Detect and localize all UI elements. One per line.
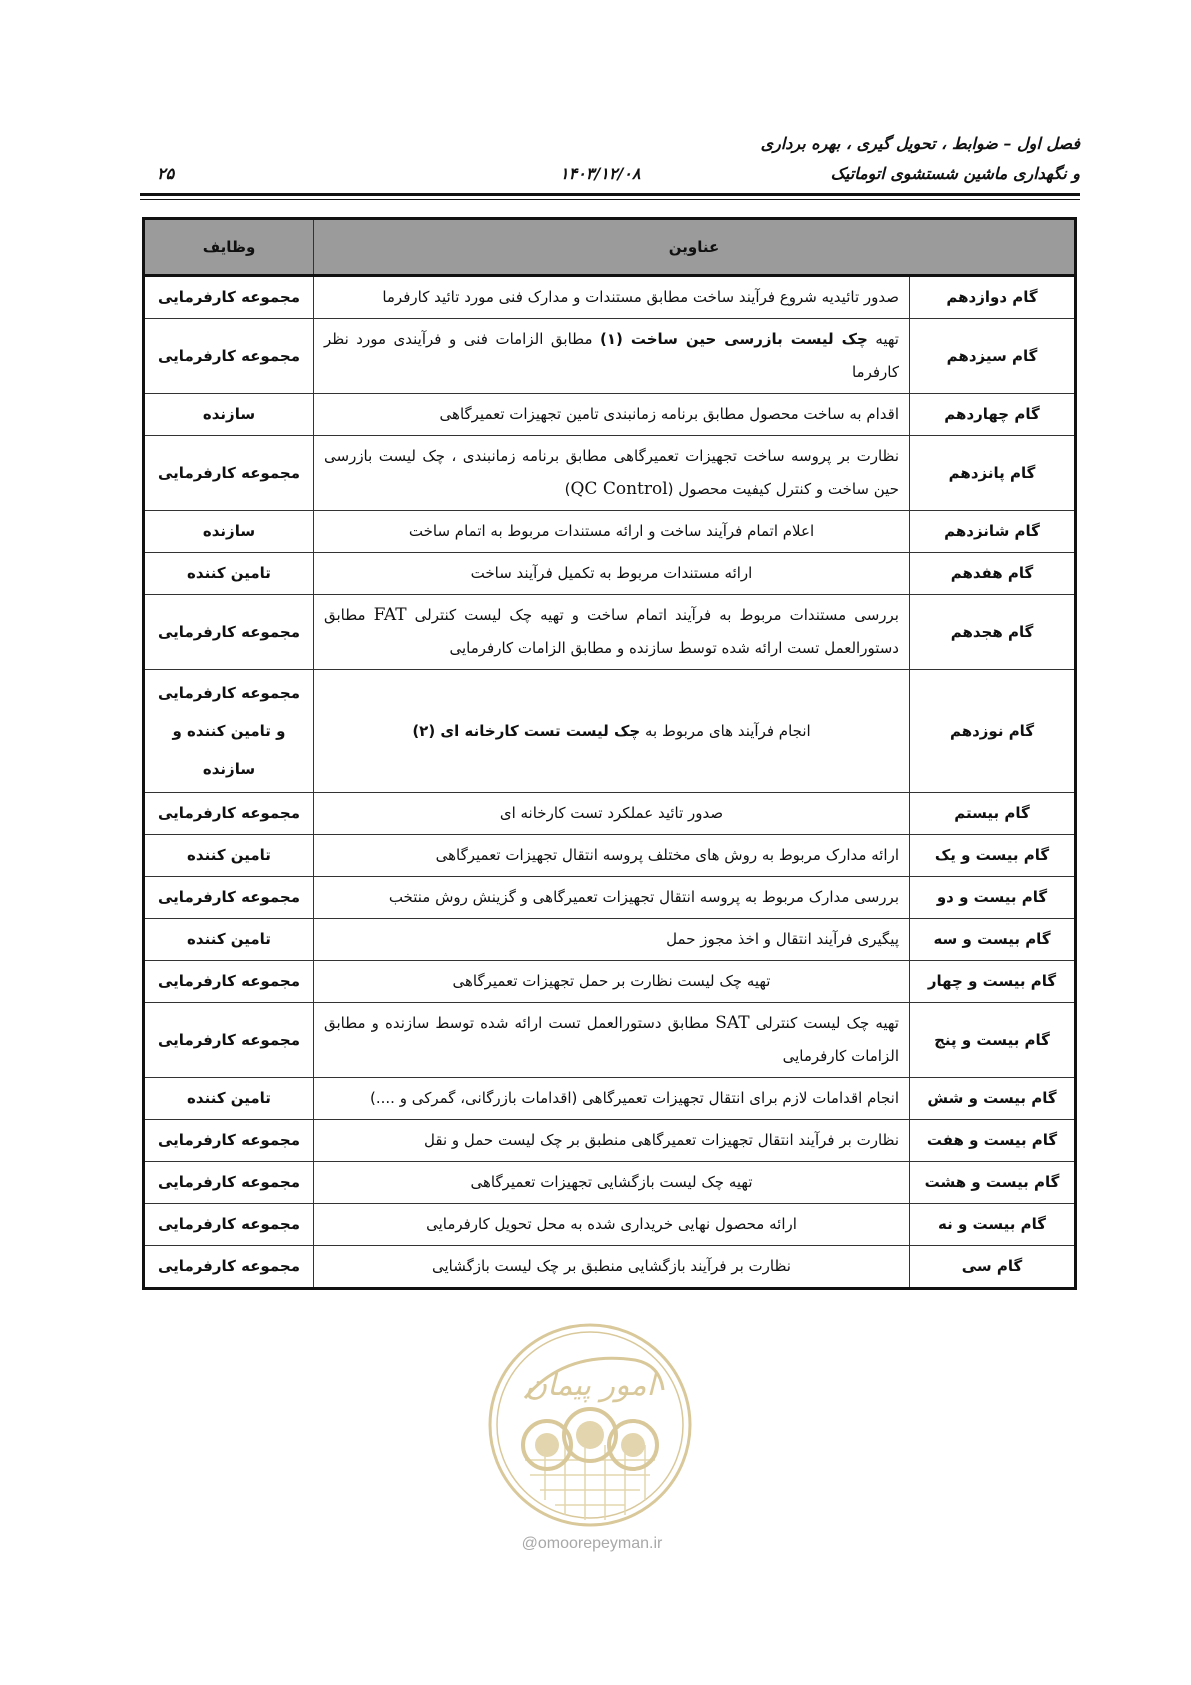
- role-line: سازنده: [202, 760, 256, 778]
- desc-text: تهیه چک لیست کنترلی: [749, 1014, 899, 1032]
- description-cell: [314, 1003, 910, 1078]
- description-cell: ارائه مستندات مربوط به تکمیل فرآیند ساخت: [314, 553, 910, 595]
- table-row: [144, 1120, 1076, 1162]
- description-cell: تهیه چک لیست بازگشایی تجهیزات تعمیرگاهی: [314, 1162, 910, 1204]
- header-chapter-subtitle: و نگهداری ماشین شستشوی اتوماتیک: [830, 164, 1080, 183]
- role-cell: تامین کننده: [144, 919, 314, 961]
- step-cell: گام چهاردهم: [910, 394, 1076, 436]
- role-cell: مجموعه کارفرمایی: [144, 877, 314, 919]
- desc-text: انجام فرآیند های مربوط به: [640, 721, 811, 740]
- role-cell: [144, 670, 314, 793]
- role-cell: تامین کننده: [144, 835, 314, 877]
- role-cell: تامین کننده: [144, 553, 314, 595]
- table-row: [144, 1204, 1076, 1246]
- desc-text: نظارت بر پروسه ساخت تجهیزات تعمیرگاهی مطابق برنامه زمانبندی ، چک لیست بازرسی حین ساخت و کنترل کیفیت محصول (: [324, 447, 899, 498]
- table-row: [144, 670, 1076, 793]
- table-row: [144, 553, 1076, 595]
- description-cell: پیگیری فرآیند انتقال و اخذ مجوز حمل: [314, 919, 910, 961]
- step-cell: گام بیست و هشت: [910, 1162, 1076, 1204]
- table-header-row: [144, 219, 1076, 276]
- table-row: [144, 595, 1076, 670]
- step-cell: گام هفدهم: [910, 553, 1076, 595]
- table-row: [144, 1246, 1076, 1289]
- step-cell: گام بیست و سه: [910, 919, 1076, 961]
- desc-text: تهیه: [867, 330, 899, 348]
- table-row: [144, 835, 1076, 877]
- description-cell: تهیه چک لیست نظارت بر حمل تجهیزات تعمیرگاهی: [314, 961, 910, 1003]
- table-row: [144, 1162, 1076, 1204]
- desc-bold-text: چک لیست تست کارخانه ای (۲): [412, 721, 641, 740]
- desc-text: بررسی مستندات مربوط به فرآیند اتمام ساخت و تهیه چک لیست کنترلی: [406, 606, 899, 624]
- description-cell: ارائه محصول نهایی خریداری شده به محل تحویل کارفرمایی: [314, 1204, 910, 1246]
- step-cell: گام بیست و یک: [910, 835, 1076, 877]
- table-row: [144, 436, 1076, 511]
- page-header: [140, 128, 1080, 198]
- role-cell: مجموعه کارفرمایی: [144, 276, 314, 319]
- role-cell: تامین کننده: [144, 1078, 314, 1120]
- description-cell: ارائه مدارک مربوط به روش های مختلف پروسه انتقال تجهیزات تعمیرگاهی: [314, 835, 910, 877]
- step-cell: گام بیست و هفت: [910, 1120, 1076, 1162]
- description-cell: نظارت بر فرآیند بازگشایی منطبق بر چک لیست بازگشایی: [314, 1246, 910, 1289]
- watermark-logo-text: امور پیمان: [525, 1368, 655, 1403]
- table-row: [144, 1003, 1076, 1078]
- header-chapter-title: فصل اول – ضوابط ، تحویل گیری ، بهره برداری: [760, 134, 1080, 153]
- table-row: [144, 961, 1076, 1003]
- step-cell: گام بیست و شش: [910, 1078, 1076, 1120]
- step-cell: گام نوزدهم: [910, 670, 1076, 793]
- table-row: [144, 394, 1076, 436]
- step-cell: گام بیست و چهار: [910, 961, 1076, 1003]
- step-cell: گام سیزدهم: [910, 319, 1076, 394]
- role-cell: مجموعه کارفرمایی: [144, 1120, 314, 1162]
- description-cell: [314, 436, 910, 511]
- step-cell: گام بیست و نه: [910, 1204, 1076, 1246]
- role-cell: مجموعه کارفرمایی: [144, 319, 314, 394]
- description-cell: اقدام به ساخت محصول مطابق برنامه زمانبندی تامین تجهیزات تعمیرگاهی: [314, 394, 910, 436]
- role-line: مجموعه کارفرمایی: [158, 684, 300, 702]
- page-number: ۲۵: [157, 164, 175, 183]
- table-row: [144, 319, 1076, 394]
- step-cell: گام بیست و پنج: [910, 1003, 1076, 1078]
- description-cell: [314, 319, 910, 394]
- step-cell: گام دوازدهم: [910, 276, 1076, 319]
- steps-table: [142, 217, 1077, 1290]
- desc-text: مطابق الزامات فنی و فرآیندی مورد نظر کارفرما: [324, 330, 899, 381]
- description-cell: نظارت بر فرآیند انتقال تجهیزات تعمیرگاهی منطبق بر چک لیست حمل و نقل: [314, 1120, 910, 1162]
- header-rule-thin: [140, 199, 1080, 200]
- header-date: ۱۴۰۳/۱۲/۰۸: [560, 164, 641, 183]
- role-cell: سازنده: [144, 511, 314, 553]
- step-cell: گام بیست و دو: [910, 877, 1076, 919]
- role-cell: مجموعه کارفرمایی: [144, 793, 314, 835]
- desc-text: ): [564, 480, 571, 498]
- description-cell: [314, 595, 910, 670]
- description-cell: صدور تائیدیه شروع فرآیند ساخت مطابق مستندات و مدارک فنی مورد تائید کارفرما: [314, 276, 910, 319]
- step-cell: گام هجدهم: [910, 595, 1076, 670]
- header-rule-thick: [140, 193, 1080, 196]
- role-cell: مجموعه کارفرمایی: [144, 1246, 314, 1289]
- desc-latin-text: FAT: [373, 605, 407, 625]
- desc-latin-text: QC Control: [570, 479, 668, 499]
- role-cell: سازنده: [144, 394, 314, 436]
- description-cell: صدور تائید عملکرد تست کارخانه ای: [314, 793, 910, 835]
- header-titles: عناوین: [314, 219, 1076, 276]
- role-cell: مجموعه کارفرمایی: [144, 961, 314, 1003]
- desc-latin-text: SAT: [715, 1013, 750, 1033]
- table-row: [144, 919, 1076, 961]
- step-cell: گام بیستم: [910, 793, 1076, 835]
- desc-text: مطابق دستورالعمل تست ارائه شده توسط سازنده و مطابق الزامات کارفرمایی: [324, 606, 899, 657]
- watermark-logo: [485, 1320, 695, 1530]
- description-cell: انجام اقدامات لازم برای انتقال تجهیزات تعمیرگاهی (اقدامات بازرگانی، گمرکی و ....): [314, 1078, 910, 1120]
- table-row: [144, 793, 1076, 835]
- role-cell: مجموعه کارفرمایی: [144, 1003, 314, 1078]
- step-cell: گام شانزدهم: [910, 511, 1076, 553]
- role-cell: مجموعه کارفرمایی: [144, 1204, 314, 1246]
- table-row: [144, 511, 1076, 553]
- description-cell: [314, 670, 910, 793]
- role-cell: مجموعه کارفرمایی: [144, 1162, 314, 1204]
- desc-bold-text: چک لیست بازرسی حین ساخت (۱): [600, 330, 868, 348]
- role-cell: مجموعه کارفرمایی: [144, 436, 314, 511]
- role-line: و تامین کننده و: [172, 722, 286, 740]
- table-row: [144, 1078, 1076, 1120]
- description-cell: بررسی مدارک مربوط به پروسه انتقال تجهیزات تعمیرگاهی و گزینش روش منتخب: [314, 877, 910, 919]
- desc-text: مطابق دستورالعمل تست ارائه شده توسط سازنده و مطابق الزامات کارفرمایی: [324, 1014, 899, 1065]
- description-cell: اعلام اتمام فرآیند ساخت و ارائه مستندات مربوط به اتمام ساخت: [314, 511, 910, 553]
- table-row: [144, 276, 1076, 319]
- watermark-url: @omoorepeyman.ir: [521, 1535, 663, 1552]
- step-cell: گام سی: [910, 1246, 1076, 1289]
- header-roles: وظایف: [144, 219, 314, 276]
- step-cell: گام پانزدهم: [910, 436, 1076, 511]
- table-row: [144, 877, 1076, 919]
- role-cell: مجموعه کارفرمایی: [144, 595, 314, 670]
